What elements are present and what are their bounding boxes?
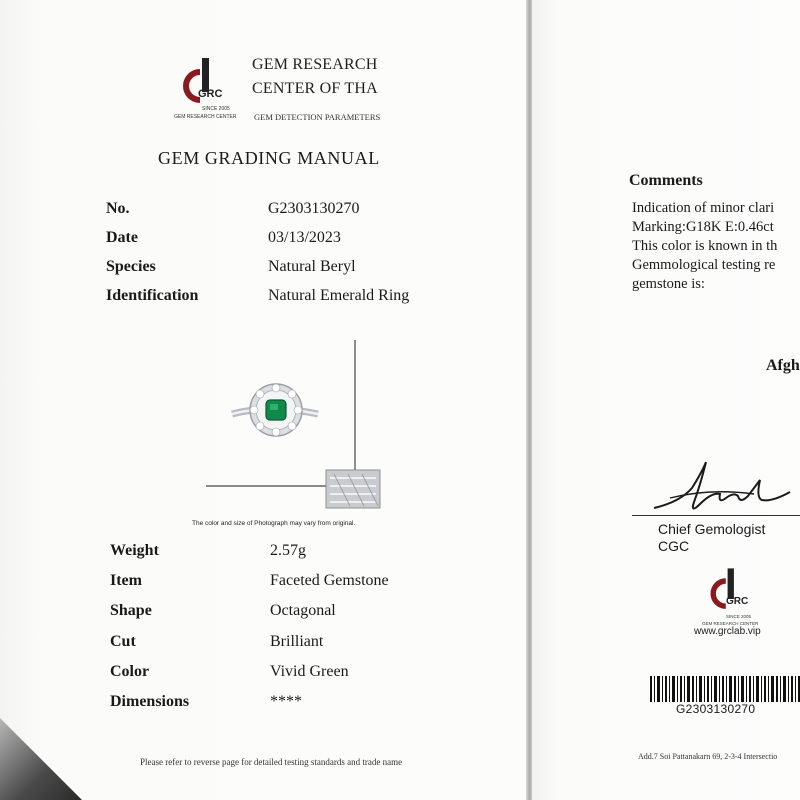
signature-line [632,515,800,516]
field-label-identification: Identification [106,287,199,304]
signatory-role: Chief Gemologist [658,521,766,537]
field-label-item: Item [110,572,142,589]
signatory-org: CGC [658,538,690,554]
field-label-dimensions: Dimensions [110,693,190,710]
field-value-color: Vivid Green [270,663,349,680]
signature-icon [650,458,800,516]
field-label-cut: Cut [110,633,136,650]
photo-caption: The color and size of Photograph may vary from original. [192,520,356,527]
field-label-shape: Shape [110,602,152,619]
logo-center-name: GEM RESEARCH CENTER [174,114,237,120]
logo-right [698,568,778,630]
field-label-color: Color [110,663,150,680]
field-value-no: G2303130270 [268,200,360,217]
field-value-shape: Octagonal [270,602,336,619]
comment-line-1: Indication of minor clari [632,200,775,216]
field-value-dimensions: **** [270,693,302,710]
field-value-item: Faceted Gemstone [270,572,389,589]
org-name-line2: CENTER OF THA [252,80,378,97]
gem-photo [200,338,400,516]
field-value-date: 03/13/2023 [268,229,341,246]
logo-center-name: GEM RESEARCH CENTER [702,621,759,626]
field-value-weight: 2.57g [270,542,306,559]
address-text: Add.7 Soi Pattanakarn 69, 2-3-4 Intersectio [638,752,778,761]
logo-since: SINCE 2005 [202,106,230,112]
field-label-species: Species [106,258,156,275]
emerald-ring-icon [232,384,318,436]
org-name-line1: GEM RESEARCH [252,56,378,73]
comment-line-2: Marking:G18K E:0.46ct [632,219,774,235]
field-label-weight: Weight [110,542,159,559]
comment-line-4: Gemmological testing re [632,257,776,273]
footer-note: Please refer to reverse page for detailed testing standards and trade name [140,757,403,767]
origin-value: Afgh [766,357,800,374]
barcode-icon [650,676,800,702]
field-value-identification: Natural Emerald Ring [268,287,410,304]
field-label-date: Date [106,229,138,246]
logo-abbr: GRC [198,88,223,100]
website-link[interactable]: www.grclab.vip [694,626,761,637]
barcode-number: G2303130270 [676,702,756,716]
comment-line-5: gemstone is: [632,276,705,292]
logo-since: SINCE 2005 [726,614,752,619]
org-subtitle: GEM DETECTION PARAMETERS [254,112,381,122]
field-label-no: No. [106,200,130,217]
right-page [532,0,800,800]
hologram-seal-icon [326,470,380,508]
photo-frame [200,338,400,516]
logo-abbr: GRC [726,596,749,607]
comments-title: Comments [629,172,703,189]
comment-line-3: This color is known in th [632,238,778,254]
document-title: GEM GRADING MANUAL [158,148,380,168]
field-value-cut: Brilliant [270,633,324,650]
logo-left [172,58,244,126]
field-value-species: Natural Beryl [268,258,356,275]
